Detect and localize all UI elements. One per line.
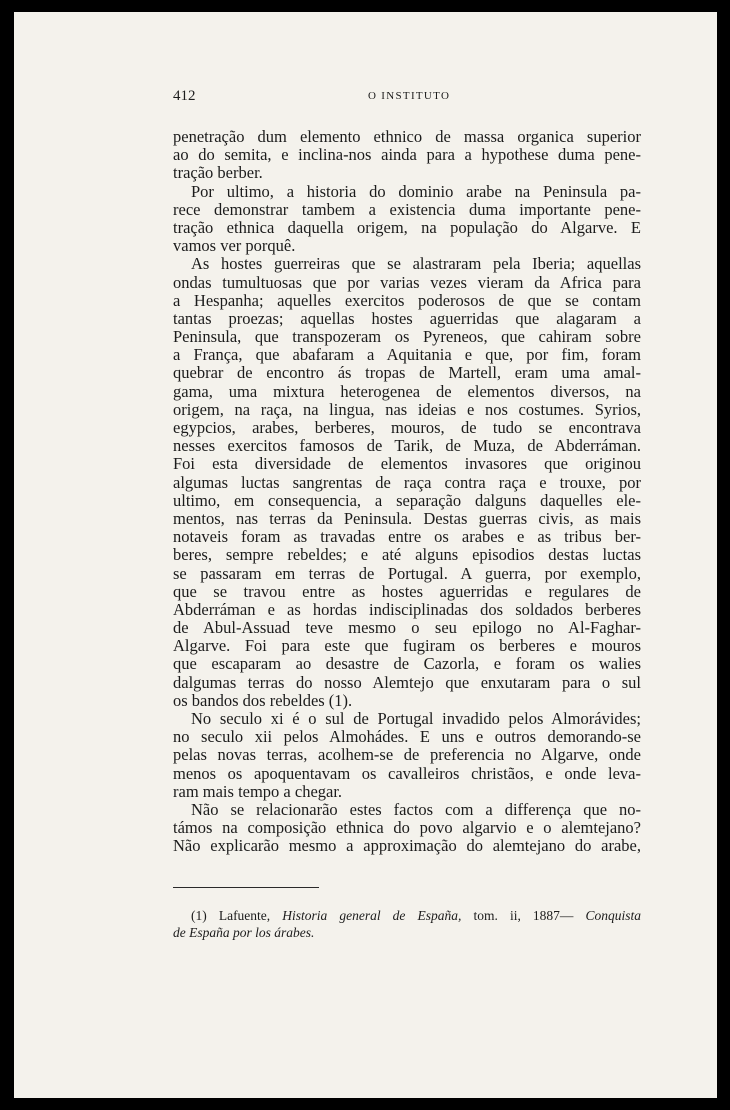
text-line: os bandos dos rebeldes (1). [173,690,353,710]
text-line: As hostes guerreiras que se alastraram pela Iberia; aquellas [191,254,641,274]
text-line: vamos ver porquê. [173,236,296,256]
text-line: mentos, nas terras da Peninsula. Destas guerras civis, as mais [173,508,641,528]
text-line: que escaparam ao desastre de Cazorla, e foram os walies [173,654,641,674]
page-number: 412 [173,88,196,104]
text-line: que se travou entre as hostes aguerridas e regulares de [173,581,641,601]
footnote [173,907,641,941]
text-line: egypcios, arabes, berberes, mouros, de tudo se encontrava [173,418,641,437]
text-line: ondas tumultuosas que por varias vezes vieram da Africa para [173,272,641,292]
footnote-marker: (1) Lafuente, [191,908,271,923]
footnote-divider [173,887,319,888]
text-line: ao do semita, e inclina-nos ainda para a hypothese duma pene- [173,145,641,165]
text-line: ultimo, em consequencia, a separação dalguns daquelles ele- [173,490,641,510]
text-line: a Hespanha; aquelles exercitos poderosos de que se contam [173,290,641,310]
text-line: a França, que abafaram a Aquitania e que, por fim, foram [173,345,641,365]
running-title: O INSTITUTO [368,90,451,102]
text-line: de Abul-Assuad teve mesmo o seu epilogo no Al-Faghar- [173,618,641,638]
footnote-line: de España por los árabes. [173,925,315,940]
text-line: menos os apoquentavam os cavalleiros christãos, e onde leva- [173,763,641,783]
text-line: Abderráman e as hordas indisciplinadas dos soldados berberes [173,599,641,619]
footnote-detail: tom. ii, 1887— [473,908,574,923]
text-line: támos na composição ethnica do povo algarvio e o alemtejano? [173,818,641,838]
text-line: No seculo xi é o sul de Portugal invadido pelos Almorávides; [191,709,641,728]
text-line: rece demonstrar tambem a existencia duma importante pene- [173,199,641,219]
text-line: Não se relacionarão estes factos com a differença que no- [191,799,641,819]
footnote-title: Historia general de España, [282,908,462,923]
text-line: se passaram em terras de Portugal. A guerra, por exemplo, [173,563,641,583]
text-line: tração berber. [173,163,263,183]
text-line: Algarve. Foi para este que fugiram os berberes e mouros [173,636,641,656]
text-line: Por ultimo, a historia do dominio arabe na Peninsula pa- [191,181,641,201]
text-line: Foi esta diversidade de elementos invasores que originou [173,454,641,474]
text-line: gama, uma mixtura heterogenea de elementos diversos, na [173,381,641,401]
footnote-title: Conquista [585,908,642,923]
text-line: penetração dum elemento ethnico de massa organica superior [173,127,641,146]
text-line: pelas novas terras, acolhem-se de preferencia no Algarve, onde [173,745,641,765]
text-line: beres, sempre rebeldes; e até alguns episodios destas luctas [173,545,641,565]
text-line: ram mais tempo a chegar. [173,781,343,801]
page-header [173,88,641,108]
text-line: dalgumas terras do nosso Alemtejo que enxutaram para o sul [173,672,641,692]
text-line: Peninsula, que transpozeram os Pyreneos, que cahiram sobre [173,327,641,347]
text-line: Não explicarão mesmo a approximação do alemtejano do arabe, [173,836,641,856]
text-line: no seculo xii pelos Almohádes. E uns e outros demorando-se [173,727,641,747]
text-line: algumas luctas sangrentas de raça contra raça e trouxe, por [173,472,641,492]
text-line: notaveis foram as travadas entre os arabes e as tribus ber- [173,527,641,547]
footnote-line [173,907,641,924]
text-line: nesses exercitos famosos de Tarik, de Muza, de Abderráman. [173,436,641,456]
text-line: tração ethnica daquella origem, na população do Algarve. E [173,217,641,237]
text-line: origem, na raça, na lingua, nas ideias e nos costumes. Syrios, [173,399,641,419]
body-text [173,128,641,856]
text-line: quebrar de encontro ás tropas de Martell, eram uma amal- [173,363,641,383]
text-line: tantas proezas; aquellas hostes aguerridas que alagaram a [173,308,641,328]
